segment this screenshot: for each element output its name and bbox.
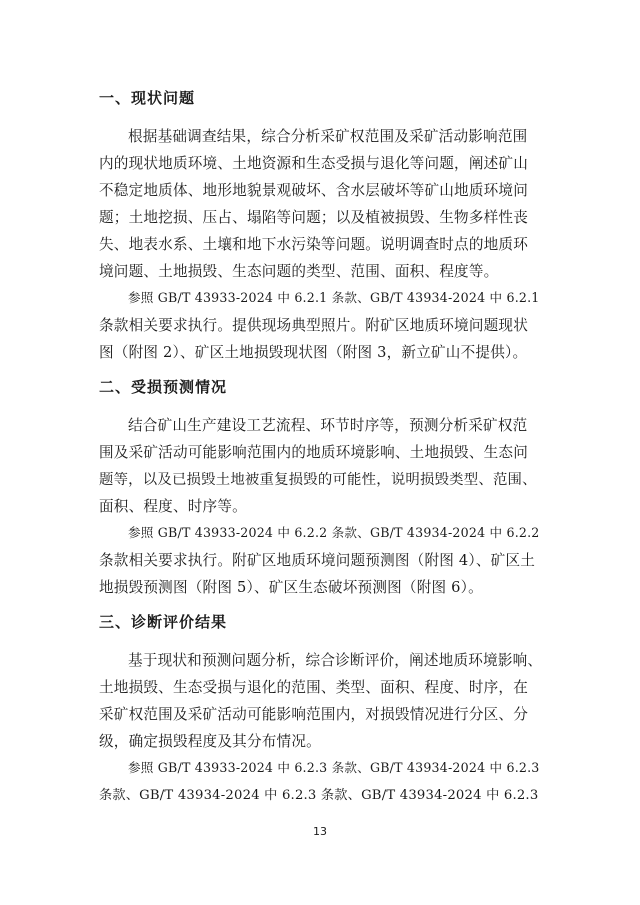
- section-heading: 三、诊断评价结果: [99, 613, 228, 631]
- text-line: 参照 GB/T 43933-2024 中 6.2.3 条款、GB/T 43934-2024 中 6.2.3: [128, 760, 540, 775]
- text-line: 土地损毁、生态受损与退化的范围、类型、面积、程度、时序，在: [99, 679, 529, 696]
- text-line: 条款、GB/T 43934-2024 中 6.2.3 条款、GB/T 43934-2024 中 6.2.3: [99, 788, 539, 803]
- text-line: 题等，以及已损毁土地被重复损毁的可能性，说明损毁类型、范围、: [99, 472, 537, 488]
- text-line: 根据基础调查结果，综合分析采矿权范围及采矿活动影响范围: [128, 128, 528, 145]
- text-line: 内的现状地质环境、土地资源和生态受损与退化等问题，阐述矿山: [99, 155, 529, 172]
- text-line: 题；土地挖损、压占、塌陷等问题；以及植被损毁、生物多样性丧: [99, 209, 529, 226]
- text-line: 结合矿山生产建设工艺流程、环节时序等，预测分析采矿权范: [128, 417, 528, 434]
- page-number: 13: [313, 825, 327, 838]
- section-heading: 一、现状问题: [99, 89, 196, 107]
- text-line: 条款相关要求执行。提供现场典型照片。附矿区地质环境问题现状: [99, 317, 529, 334]
- text-line: 条款相关要求执行。附矿区地质环境问题预测图（附图 4）、矿区土: [99, 552, 536, 569]
- section-heading: 二、受损预测情况: [99, 378, 228, 396]
- text-line: 不稳定地质体、地形地貌景观破坏、含水层破坏等矿山地质环境问: [99, 182, 529, 199]
- text-line: 参照 GB/T 43933-2024 中 6.2.2 条款、GB/T 43934-2024 中 6.2.2: [128, 525, 540, 540]
- text-line: 参照 GB/T 43933-2024 中 6.2.1 条款、GB/T 43934-2024 中 6.2.1: [128, 290, 540, 305]
- text-line: 基于现状和预测问题分析，综合诊断评价，阐述地质环境影响、: [128, 652, 543, 669]
- text-line: 失、地表水系、土壤和地下水污染等问题。说明调查时点的地质环: [99, 236, 529, 253]
- text-line: 级，确定损毁程度及其分布情况。: [99, 733, 321, 750]
- text-line: 围及采矿活动可能影响范围内的地质环境影响、土地损毁、生态问: [99, 444, 529, 461]
- text-line: 图（附图 2）、矿区土地损毁现状图（附图 3，新立矿山不提供）。: [99, 344, 528, 361]
- text-line: 境问题、土地损毁、生态问题的类型、范围、面积、程度等。: [99, 263, 499, 280]
- text-line: 采矿权范围及采矿活动可能影响范围内，对损毁情况进行分区、分: [99, 706, 529, 723]
- text-line: 面积、程度、时序等。: [99, 498, 247, 515]
- text-line: 地损毁预测图（附图 5）、矿区生态破坏预测图（附图 6）。: [99, 579, 483, 596]
